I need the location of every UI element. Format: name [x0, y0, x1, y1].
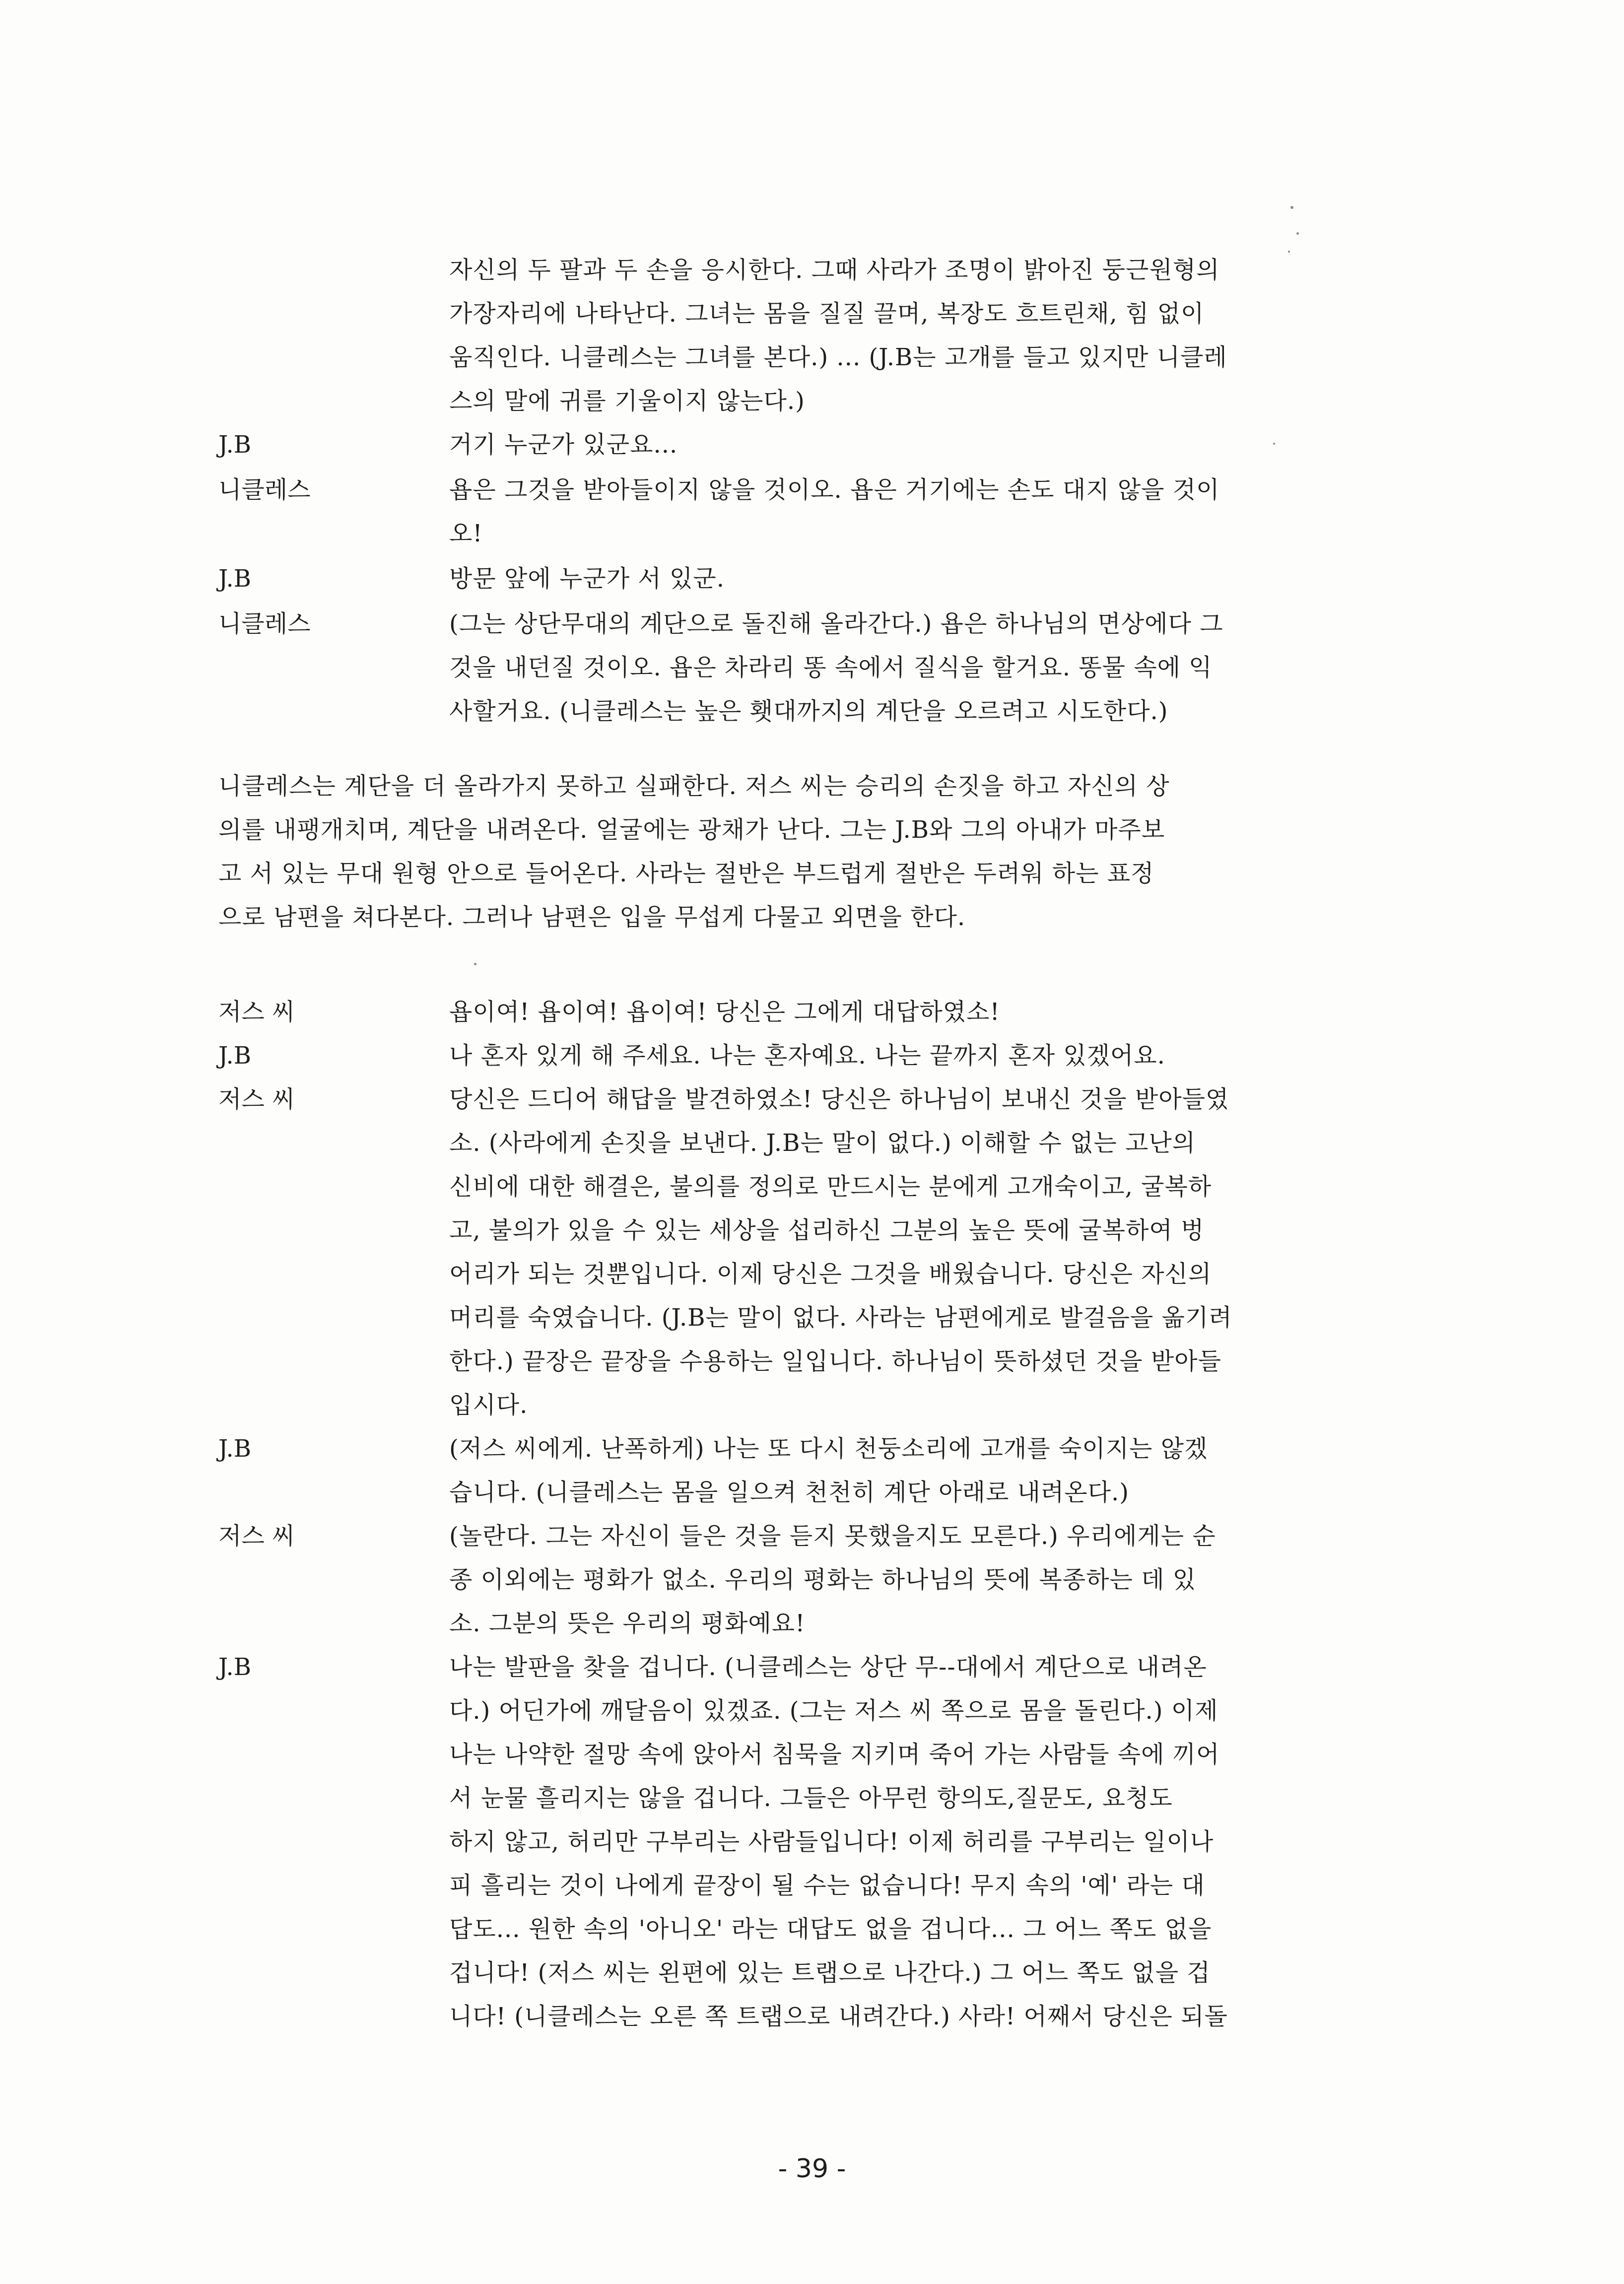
stage-direction-line: 움직인다. 니클레스는 그녀를 본다.) ... (J.B는 고개를 들고 있지만 니클레 [449, 343, 1227, 371]
speech-line: 방문 앞에 누군가 서 있군. [449, 565, 725, 593]
speech-line: 답도... 원한 속의 '아니오' 라는 대답도 없을 겁니다... 그 어느 쪽도 없을 [449, 1915, 1212, 1943]
speech-line: 입시다. [449, 1391, 528, 1419]
stage-direction-line: 자신의 두 팔과 두 손을 응시한다. 그때 사라가 조명이 밝아진 둥근원형의 [449, 256, 1220, 284]
speech-line: 거기 누군가 있군요... [449, 431, 678, 459]
speaker-name: 니클레스 [218, 476, 311, 504]
dialogue-entry [218, 1645, 1420, 2038]
speech-line: 한다.) 끝장은 끝장을 수용하는 일입니다. 하나님이 뜻하셨던 것을 받아들 [449, 1347, 1221, 1375]
narration-line: 으로 남편을 쳐다본다. 그러나 남편은 입을 무섭게 다물고 외면을 한다. [218, 903, 966, 931]
speech-text [449, 557, 1420, 601]
dialogue-entry [218, 1034, 1420, 1077]
scan-speck [474, 963, 476, 965]
speech-line: 겁니다! (저스 씨는 왼편에 있는 트랩으로 나간다.) 그 어느 쪽도 없을 겁 [449, 1959, 1211, 1987]
speech-line: (그는 상단무대의 계단으로 돌진해 올라간다.) 욥은 하나님의 면상에다 그 [449, 610, 1223, 638]
speech-line: (저스 씨에게. 난폭하게) 나는 또 다시 천둥소리에 고개를 숙이지는 않겠 [449, 1435, 1208, 1463]
dialogue-entry [218, 1077, 1420, 1427]
speaker-name: 니클레스 [218, 610, 311, 638]
opening-stage-direction [449, 248, 1417, 423]
speech-text [449, 990, 1420, 1034]
dialogue-block-1 [218, 423, 1420, 733]
speech-text [449, 1514, 1420, 1645]
speech-line: 나 혼자 있게 해 주세요. 나는 혼자예요. 나는 끝까지 혼자 있겠어요. [449, 1042, 1165, 1070]
speech-line: 것을 내던질 것이오. 욥은 차라리 똥 속에서 질식을 할거요. 똥물 속에 익 [449, 654, 1213, 681]
dialogue-entry [218, 990, 1420, 1034]
speech-line: 다.) 어딘가에 깨달음이 있겠죠. (그는 저스 씨 쪽으로 몸을 돌린다.) 이제 [449, 1697, 1218, 1725]
speech-text [449, 602, 1420, 733]
narration-line: 고 서 있는 무대 원형 안으로 들어온다. 사라는 절반은 부드럽게 절반은 두려워 하는 표정 [218, 860, 1154, 887]
narration-line: 의를 내팽개치며, 계단을 내려온다. 얼굴에는 광채가 난다. 그는 J.B와 그의 아내가 마주보 [218, 816, 1165, 844]
narration-paragraph [218, 764, 1420, 939]
speech-text [449, 1034, 1420, 1077]
speech-line: 피 흘리는 것이 나에게 끝장이 될 수는 없습니다! 무지 속의 '예' 라는 대 [449, 1872, 1205, 1899]
speech-line: 소. 그분의 뜻은 우리의 평화예요! [449, 1610, 806, 1637]
speech-line: 습니다. (니클레스는 몸을 일으켜 천천히 계단 아래로 내려온다.) [449, 1478, 1129, 1506]
speech-text [449, 1427, 1420, 1514]
speech-line: 니다! (니클레스는 오른 쪽 트랩으로 내려간다.) 사라! 어째서 당신은 되돌 [449, 2003, 1228, 2030]
dialogue-entry [218, 557, 1420, 601]
speaker-name: J.B [218, 1042, 252, 1070]
stage-direction-line: 가장자리에 나타난다. 그녀는 몸을 질질 끌며, 복장도 흐트린채, 힘 없이 [449, 300, 1205, 328]
speaker-name: J.B [218, 431, 252, 459]
dialogue-entry [218, 602, 1420, 733]
narration-line: 니클레스는 계단을 더 올라가지 못하고 실패한다. 저스 씨는 승리의 손짓을 하고 자신의 상 [218, 772, 1170, 800]
scan-speck [1296, 232, 1299, 235]
speaker-name: J.B [218, 565, 252, 593]
stage-direction-line: 스의 말에 귀를 기울이지 않는다.) [449, 387, 805, 415]
dialogue-entry [218, 1427, 1420, 1514]
speech-line: 고, 불의가 있을 수 있는 세상을 섭리하신 그분의 높은 뜻에 굴복하여 벙 [449, 1216, 1205, 1244]
speech-line: 종 이외에는 평화가 없소. 우리의 평화는 하나님의 뜻에 복종하는 데 있 [449, 1566, 1197, 1594]
page-number: - 39 - [778, 2154, 846, 2184]
speech-line: 사할거요. (니클레스는 높은 횃대까지의 계단을 오르려고 시도한다.) [449, 697, 1168, 725]
speech-line: 당신은 드디어 해답을 발견하였소! 당신은 하나님이 보내신 것을 받아들였 [449, 1085, 1229, 1113]
dialogue-entry [218, 1514, 1420, 1645]
speech-text [449, 1645, 1420, 2038]
speech-line: 욥이여! 욥이여! 욥이여! 당신은 그에게 대답하였소! [449, 998, 1000, 1026]
speaker-name: 저스 씨 [218, 1522, 295, 1550]
speech-line: 소. (사라에게 손짓을 보낸다. J.B는 말이 없다.) 이해할 수 없는 고난의 [449, 1129, 1196, 1157]
speaker-name: 저스 씨 [218, 1085, 295, 1113]
speaker-name: 저스 씨 [218, 998, 295, 1026]
speech-line: 어리가 되는 것뿐입니다. 이제 당신은 그것을 배웠습니다. 당신은 자신의 [449, 1260, 1212, 1288]
speech-line: (놀란다. 그는 자신이 들은 것을 듣지 못했을지도 모른다.) 우리에게는 순 [449, 1522, 1216, 1550]
scan-speck [1290, 206, 1293, 209]
speaker-name: J.B [218, 1435, 252, 1463]
speaker-name: J.B [218, 1653, 252, 1681]
speech-line: 나는 발판을 찾을 겁니다. (니클레스는 상단 무--대에서 계단으로 내려온 [449, 1653, 1207, 1681]
speech-line: 서 눈물 흘리지는 않을 겁니다. 그들은 아무런 항의도,질문도, 요청도 [449, 1784, 1173, 1812]
speech-line: 나는 나약한 절망 속에 앉아서 침묵을 지키며 죽어 가는 사람들 속에 끼어 [449, 1741, 1220, 1768]
speech-text [449, 423, 1420, 467]
speech-text [449, 468, 1420, 555]
speech-line: 머리를 숙였습니다. (J.B는 말이 없다. 사라는 남편에게로 발걸음을 옮기려 [449, 1304, 1232, 1332]
speech-line: 신비에 대한 해결은, 불의를 정의로 만드시는 분에게 고개숙이고, 굴복하 [449, 1173, 1212, 1201]
speech-line: 욥은 그것을 받아들이지 않을 것이오. 욥은 거기에는 손도 대지 않을 것이 [449, 476, 1220, 504]
speech-text [449, 1077, 1420, 1427]
dialogue-block-2 [218, 990, 1420, 2038]
speech-line: 하지 않고, 허리만 구부리는 사람들입니다! 이제 허리를 구부리는 일이나 [449, 1828, 1214, 1856]
speech-line: 오! [449, 520, 483, 547]
dialogue-entry [218, 468, 1420, 555]
dialogue-entry [218, 423, 1420, 467]
